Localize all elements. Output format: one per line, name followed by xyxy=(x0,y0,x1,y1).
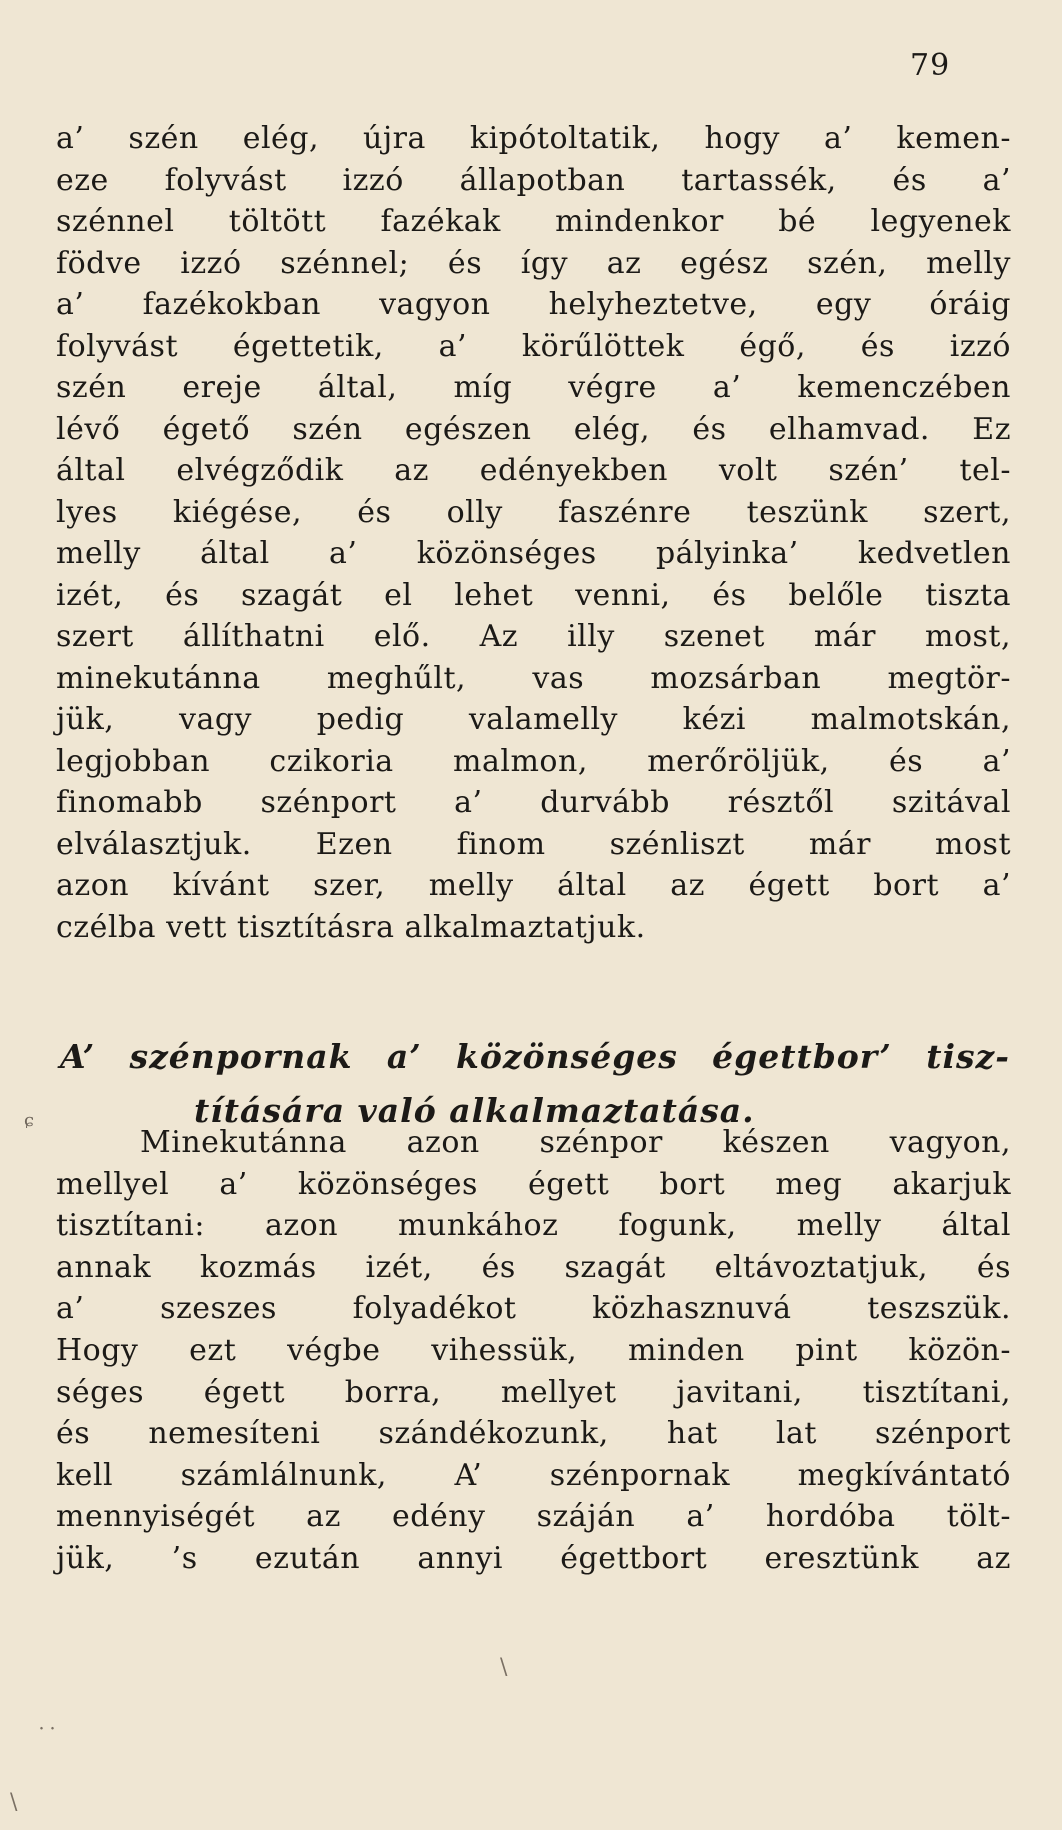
heading-line: A’ szénpornak a’ közönséges égettbor’ tisz- xyxy=(60,1037,1010,1076)
text-line: Hogy ezt végbe vihessük, minden pint közön- xyxy=(56,1332,1011,1368)
text-line: kell számlálnunk, A’ szénpornak megkívántató xyxy=(56,1457,1011,1493)
page-number: 79 xyxy=(910,48,951,83)
text-line: jük, vagy pedig valamelly kézi malmotskán, xyxy=(56,702,1011,737)
text-line: melly által a’ közönséges pályinka’ kedvetlen xyxy=(56,536,1011,571)
text-line: a’ szeszes folyadékot közhasznuvá teszszük. xyxy=(56,1291,1011,1327)
text-line: lyes kiégése, és olly faszénre teszünk szert, xyxy=(56,494,1011,530)
text-line: jük, ’s ezután annyi égettbort eresztünk az xyxy=(56,1540,1011,1576)
text-line: finomabb szénport a’ durvább résztől szitával xyxy=(56,785,1011,820)
stray-mark: \ xyxy=(500,1655,508,1680)
text-line: folyvást égettetik, a’ körűlöttek égő, és izzó xyxy=(56,328,1011,364)
text-line: mellyel a’ közönséges égett bort meg akarjuk xyxy=(56,1166,1011,1202)
text-line: és nemesíteni szándékozunk, hat lat szénport xyxy=(56,1416,1011,1452)
text-line: azon kívánt szer, melly által az égett bort a’ xyxy=(56,868,1011,903)
margin-mark: ɕ xyxy=(24,1110,35,1131)
text-line: szénnel töltött fazékak mindenkor bé legyenek xyxy=(56,204,1011,239)
text-line: czélba vett tisztításra alkalmaztatjuk. xyxy=(56,909,646,945)
text-line: által elvégződik az edényekben volt szén’ tel- xyxy=(56,453,1011,488)
text-line: minekutánna meghűlt, vas mozsárban megtör- xyxy=(56,660,1011,696)
heading-line: títására való alkalmaztatása. xyxy=(194,1091,755,1130)
text-line: mennyiségét az edény száján a’ hordóba tölt- xyxy=(56,1499,1011,1535)
text-line: Minekutánna azon szénpor készen vagyon, xyxy=(140,1125,1011,1160)
paragraph-1 xyxy=(56,118,1011,948)
text-line: izét, és szagát el lehet venni, és belőle tiszta xyxy=(56,577,1011,613)
text-line: a’ fazékokban vagyon helyheztetve, egy óráig xyxy=(56,287,1011,322)
text-line: födve izzó szénnel; és így az egész szén, melly xyxy=(56,245,1011,281)
text-line: elválasztjuk. Ezen finom szénliszt már most xyxy=(56,826,1011,862)
text-line: annak kozmás izét, és szagát eltávoztatjuk, és xyxy=(56,1249,1011,1285)
text-line: séges égett borra, mellyet javitani, tisztítani, xyxy=(56,1374,1011,1410)
text-line: szert állíthatni elő. Az illy szenet már most, xyxy=(56,619,1011,654)
text-line: tisztítani: azon munkához fogunk, melly által xyxy=(56,1208,1011,1244)
stray-mark: \ xyxy=(10,1790,18,1815)
text-line: legjobban czikoria malmon, merőröljük, és a’ xyxy=(56,743,1011,779)
text-line: szén ereje által, míg végre a’ kemenczében xyxy=(56,370,1011,405)
text-line: a’ szén elég, újra kipótoltatik, hogy a’ kemen- xyxy=(56,121,1011,156)
paragraph-2 xyxy=(56,1122,1011,1580)
text-line: eze folyvást izzó állapotban tartassék, és a’ xyxy=(56,162,1011,198)
text-line: lévő égető szén egészen elég, és elhamvad. Ez xyxy=(56,411,1011,447)
stray-mark: ˙˙ xyxy=(36,1725,58,1750)
